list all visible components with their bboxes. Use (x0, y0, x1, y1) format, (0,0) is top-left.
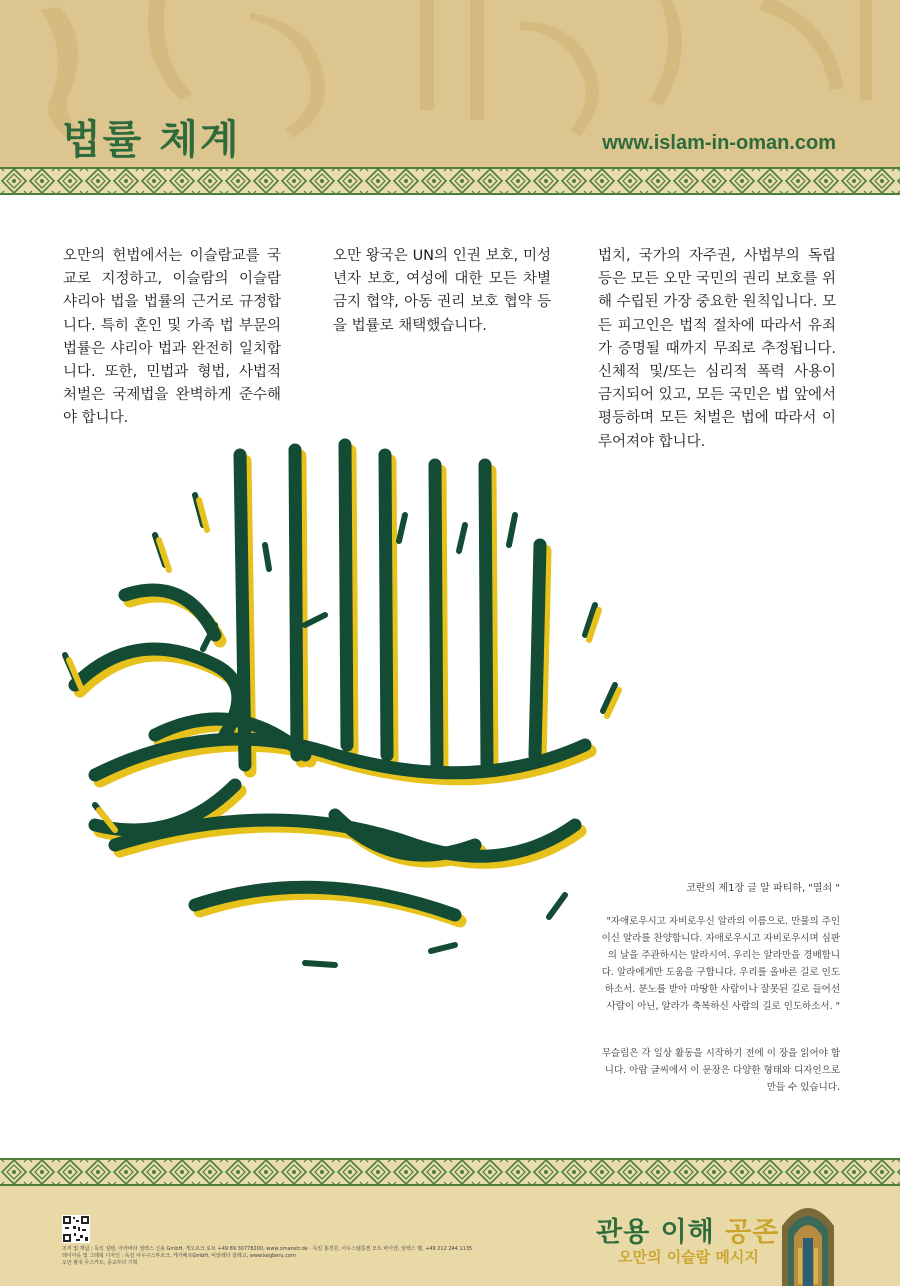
page-title: 법률 체계 (62, 117, 241, 163)
footer-credits (62, 1246, 472, 1267)
ornament-border-top (0, 167, 900, 195)
caption-title: 코란의 제1장 글 알 파티하, "열쇠 " (686, 883, 840, 894)
paragraph-constitution: 오만의 헌법에서는 이슬람교를 국교로 지정하고, 이슬람의 이슬람 샤리아 법을 법률의 근거로 규정합니다. 특히 혼인 및 가족 법 부문의 법률은 샤리아 법과 완전히 일치합니다. 또한, 민법과 형법, 사법적 처벌은 국제법을 완벽하게 준수해야 합니다. (63, 248, 281, 427)
caption-note: 무슬림은 각 일상 활동을 시작하기 전에 이 장을 읽어야 합니다. 아랍 글씨에서 이 문장은 다양한 형태와 디자인으로 만들 수 있습니다. (601, 1048, 840, 1093)
slogan (596, 1210, 779, 1249)
qr-code-icon[interactable] (62, 1215, 90, 1243)
paragraph-un-conventions: 오만 왕국은 UN의 인권 보호, 미성년자 보호, 여성에 대한 모든 차별 금지 협약, 아동 권리 보호 협약 등을 법률로 채택했습니다. (333, 248, 551, 334)
website-link[interactable]: www.islam-in-oman.com (602, 132, 836, 154)
slogan-subtitle: 오만의 이슬람 메시지 (618, 1248, 759, 1266)
mosque-arch-icon (778, 1196, 838, 1286)
credit-line: 레이아웃 및 그래픽 디자인 : 독일 아우구스부르크, 케거베르GmbH, 비알레타 갈레고, www.kegberu.com (62, 1253, 296, 1259)
slogan-word-tolerance: 관용 (596, 1217, 651, 1248)
credit-line: 오만 왕국 무스카트, 종교부의 기획 (62, 1260, 138, 1266)
ornament-border-bottom (0, 1158, 900, 1186)
slogan-word-coexistence: 공존 (725, 1217, 780, 1248)
slogan-word-understanding: 이해 (660, 1217, 715, 1248)
header-banner (0, 0, 900, 170)
caption-quote: "자애로우시고 자비로우신 알라의 이름으로. 만물의 주인이신 알라를 찬양합니다. 자애로우시고 자비로우시며 심판의 날을 주관하시는 알라시여. 우리는 알라만을 경배합니다. 알라에게만 도움을 구합니다. 우리를 올바른 길로 인도하소서. 분노를 받아 마땅한 사람이나 잘못된 길로 들어선 사람이 아닌, 알라가 축복하신 사람의 길로 인도하소서. " (601, 916, 840, 1012)
credit-line: 조직 및 개념 : 독일 설텐, 아라바라 셀렉스 신용 GmbH, 게오르크 로브 +49 89 30778200, www.omanstr.de · 독일 홍경원, 아우스텔룽겐 모트 바이엔, 알렉스 헬, +49 212 244 1135 (62, 1246, 473, 1252)
basmala-calligraphy (35, 425, 635, 995)
paragraph-rule-of-law: 법치, 국가의 자주권, 사법부의 독립 등은 모든 오만 국민의 권리 보호를 위해 수립된 가장 중요한 원칙입니다. 모든 피고인은 법적 절차에 따라서 유죄가 증명될 때까지 무죄로 추정됩니다. 신체적 및/또는 심리적 폭력 사용이 금지되어 있고, 모든 국민은 법 앞에서 평등하며 모든 처벌은 법에 따라서 이루어져야 합니다. (598, 248, 836, 450)
